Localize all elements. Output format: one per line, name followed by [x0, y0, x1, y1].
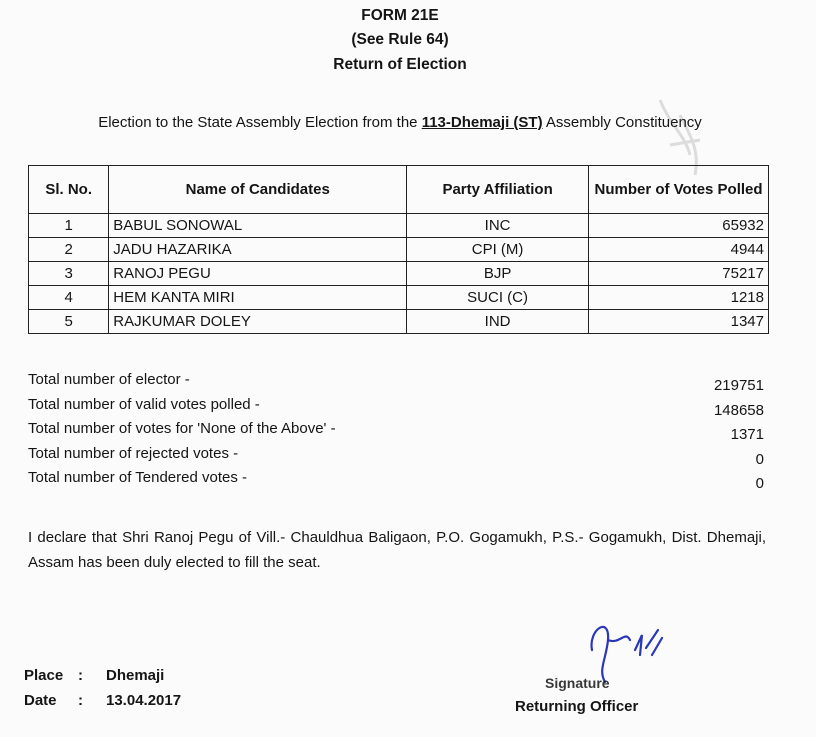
table-row [29, 214, 769, 238]
row-candidate-name: JADU HAZARIKA [109, 238, 407, 262]
total-value: 0 [755, 475, 764, 492]
row-sl-no: 5 [29, 310, 109, 334]
row-candidate-name: RANOJ PEGU [109, 262, 407, 286]
table-row [29, 238, 769, 262]
total-rejected-votes [28, 445, 768, 467]
total-tendered-votes [28, 469, 768, 491]
row-candidate-name: HEM KANTA MIRI [109, 286, 407, 310]
total-valid-votes [28, 396, 768, 418]
form-rule: (See Rule 64) [351, 31, 449, 48]
row-votes: 65932 [589, 214, 769, 238]
total-value: 0 [755, 451, 764, 468]
row-party: BJP [407, 262, 589, 286]
date-colon: : [78, 692, 83, 709]
total-value: 219751 [713, 377, 764, 394]
place-label: Place [24, 667, 64, 684]
row-votes: 75217 [589, 262, 769, 286]
place-colon: : [78, 667, 83, 684]
total-label: Total number of rejected votes - [28, 445, 239, 462]
row-votes: 1347 [589, 310, 769, 334]
row-sl-no: 1 [29, 214, 109, 238]
place-value: Dhemaji [106, 667, 165, 684]
row-sl-no: 2 [29, 238, 109, 262]
header-sl-no: Sl. No. [29, 166, 109, 214]
date-value: 13.04.2017 [106, 692, 182, 709]
row-candidate-name: RAJKUMAR DOLEY [109, 310, 407, 334]
total-label: Total number of valid votes polled - [28, 396, 260, 413]
header-party: Party Affiliation [407, 166, 589, 214]
declaration-text: I declare that Shri Ranoj Pegu of Vill.- Chauldhua Baligaon, P.O. Gogamukh, P.S.- Gogamukh, Dist. Dhemaji, Assam has been duly elected to fill the seat. [28, 529, 766, 571]
total-label: Total number of votes for 'None of the Above' - [28, 420, 336, 437]
results-table [28, 165, 769, 334]
total-electors [28, 371, 768, 393]
form-title: Return of Election [333, 56, 467, 73]
total-label: Total number of Tendered votes - [28, 469, 248, 486]
signature-label: Signature [545, 675, 610, 691]
table-row [29, 262, 769, 286]
form-number: FORM 21E [361, 7, 439, 24]
table-row [29, 286, 769, 310]
total-value: 1371 [730, 426, 764, 443]
table-header-row [29, 166, 769, 214]
date-label: Date [24, 692, 57, 709]
total-nota-votes [28, 420, 768, 442]
header-votes: Number of Votes Polled [589, 166, 769, 214]
row-votes: 4944 [589, 238, 769, 262]
total-value: 148658 [713, 402, 764, 419]
header-candidate-name: Name of Candidates [109, 166, 407, 214]
row-sl-no: 3 [29, 262, 109, 286]
subtitle-prefix: Election to the State Assembly Election from the [98, 114, 422, 131]
constituency-name: 113-Dhemaji (ST) [421, 114, 543, 131]
row-votes: 1218 [589, 286, 769, 310]
row-party: SUCI (C) [407, 286, 589, 310]
row-sl-no: 4 [29, 286, 109, 310]
table-row [29, 310, 769, 334]
subtitle-suffix: Assembly Constituency [542, 114, 702, 131]
row-party: INC [407, 214, 589, 238]
total-label: Total number of elector - [28, 371, 190, 388]
row-party: IND [407, 310, 589, 334]
row-party: CPI (M) [407, 238, 589, 262]
row-candidate-name: BABUL SONOWAL [109, 214, 407, 238]
returning-officer-label: Returning Officer [515, 698, 639, 715]
